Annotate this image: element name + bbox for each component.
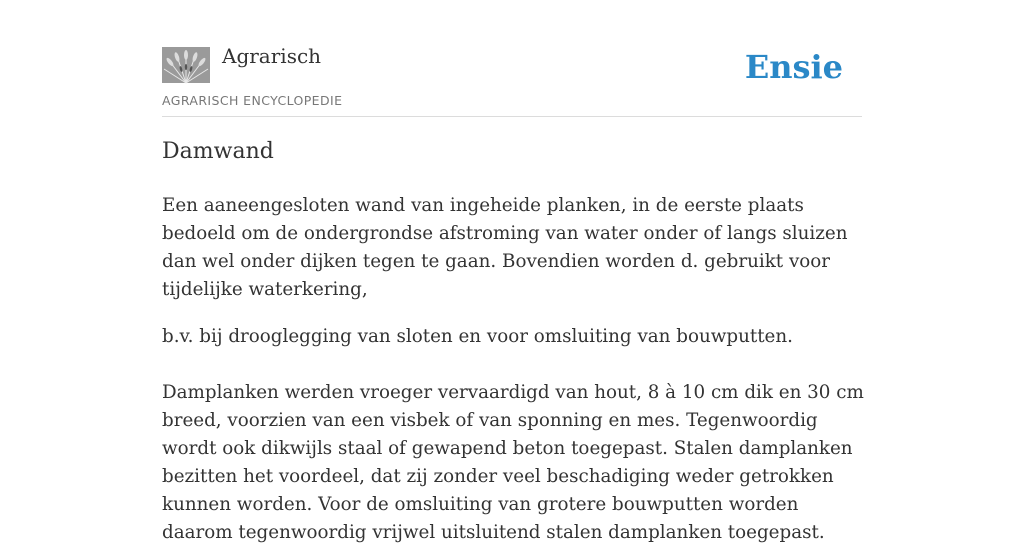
source-subtitle: AGRARISCH ENCYCLOPEDIE [162, 93, 343, 108]
ensie-logo[interactable]: Ensie [744, 48, 843, 86]
header [162, 0, 862, 117]
article-title: Damwand [162, 139, 274, 164]
wheat-ears-icon[interactable] [162, 47, 210, 83]
paragraph: Damplanken werden vroeger vervaardigd van hout, 8 à 10 cm dik en 30 cm breed, voorzien van een visbek of van sponning en mes. Tegenwoordig wordt ook dikwijls staal of gewapend beton toegepast. Stalen damplanken bezitten het voordeel, dat zij zonder veel beschadiging weder getrokken kunnen worden. Voor de omsluiting van grotere bouwputten worden daarom tegenwoordig vrijwel uitsluitend stalen damplanken toegepast. [162, 382, 864, 543]
article-body [162, 192, 864, 547]
paragraph: b.v. bij drooglegging van sloten en voor omsluiting van bouwputten. [162, 326, 793, 347]
paragraph: Een aaneengesloten wand van ingeheide planken, in de eerste plaats bedoeld om de ondergrondse afstroming van water onder of langs sluizen dan wel onder dijken tegen te gaan. Bovendien worden d. gebruikt voor tijdelijke waterkering, [162, 195, 848, 300]
source-name-link[interactable]: Agrarisch [222, 44, 322, 68]
